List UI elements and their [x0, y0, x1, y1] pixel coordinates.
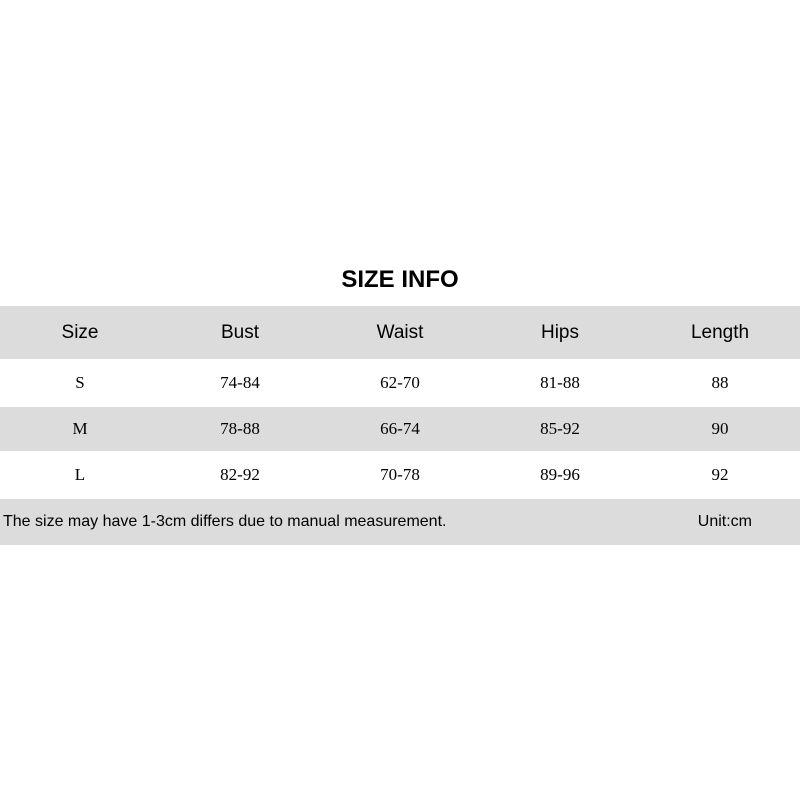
- table-row: [0, 361, 800, 407]
- measurement-note: The size may have 1-3cm differs due to manual measurement.: [3, 513, 447, 530]
- size-cell: L: [74, 465, 86, 484]
- column-header-length: Length: [690, 321, 750, 343]
- hips-cell: 89-96: [540, 465, 580, 484]
- waist-cell: 70-78: [380, 465, 420, 484]
- length-cell: 88: [711, 373, 729, 392]
- length-cell: 92: [711, 465, 729, 484]
- bust-cell: 78-88: [220, 419, 260, 438]
- column-header-waist: Waist: [376, 321, 424, 343]
- table-row: [0, 453, 800, 499]
- unit-label: Unit:cm: [697, 513, 752, 530]
- size-cell: S: [75, 373, 85, 392]
- table-header-row: [0, 306, 800, 361]
- hips-cell: 85-92: [540, 419, 580, 438]
- column-header-bust: Bust: [220, 321, 260, 343]
- waist-cell: 62-70: [380, 373, 420, 392]
- waist-cell: 66-74: [380, 419, 420, 438]
- column-header-size: Size: [61, 321, 99, 343]
- bust-cell: 74-84: [220, 373, 260, 392]
- length-cell: 90: [711, 419, 729, 438]
- size-cell: M: [72, 419, 88, 438]
- size-chart-title: SIZE INFO: [341, 266, 459, 293]
- size-table: [0, 306, 800, 545]
- table-row: [0, 407, 800, 453]
- bust-cell: 82-92: [220, 465, 260, 484]
- hips-cell: 81-88: [540, 373, 580, 392]
- column-header-hips: Hips: [540, 321, 579, 343]
- measurement-note-row: [0, 499, 800, 545]
